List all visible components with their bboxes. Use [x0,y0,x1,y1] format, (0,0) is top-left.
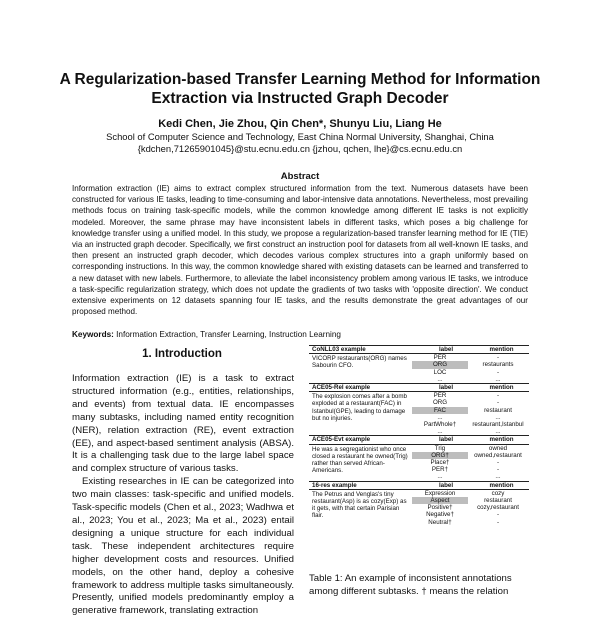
section-heading: 1. Introduction [142,348,222,360]
keywords [72,330,528,339]
table-cell-label: PartWhole† [423,421,457,429]
intro-body [72,373,294,618]
table-cell-mention: restaurant [484,497,512,505]
table-section-name: ACE05-Evt example [312,436,371,444]
table-cell-label: ... [437,428,443,436]
table-cell-label: Positive† [427,504,453,512]
table-cell-mention: - [496,399,500,407]
table-row [412,459,528,466]
table-row [412,399,528,406]
table-label-list [412,445,528,481]
table-cell-mention: owned,restaurant [474,451,522,459]
table-cell-label: PER [433,354,447,362]
table-row [412,376,528,383]
table-row [412,392,528,399]
table-section-body [309,490,529,526]
inconsistency-table [309,345,529,526]
table-sentence: The Petrus and Venglas's tiny restaurant(Asp) is as cozy(Exp) as it gets, with that certain Parisian flair. [312,490,407,520]
table-cell-mention: restaurant,Istanbul [472,421,524,429]
table-section-header [309,482,529,490]
table-cell-label: Trig [434,444,446,452]
table-section-header [309,346,529,354]
table-section [309,481,529,526]
intro-paragraph: Information extraction (IE) is a task to extract structured information (e.g., entities, relationships, and events) from textual data. IE encompasses many subtasks, including named entity recognition (NER), relation extraction (RE), event extraction (EE), and aspect-based sentiment analysis (ABSA). It is a challenging task due to the large label space and complex structure of various tasks. [72,373,294,475]
table-cell-mention: restaurants [482,361,514,369]
affiliation: School of Computer Science and Technology, East China Normal University, Shanghai, China [106,131,494,142]
table-row [412,354,528,361]
table-cell-mention: cozy [491,489,505,497]
table-sentence: VICORP restaurants(ORG) names Sabourin CFO. [312,355,407,370]
table-cell-mention: ... [495,413,501,421]
table-cell-mention: - [496,354,500,362]
table-col-mention: mention [489,481,514,489]
table-col-label: label [438,384,454,392]
table-row [412,497,528,504]
abstract-heading: Abstract [280,171,320,182]
table-section-header [309,384,529,392]
table-col-label: label [438,436,454,444]
table-cell-mention: ... [495,375,501,383]
table-cell-label: LOC [433,368,447,376]
table-section [309,435,529,480]
emails: {kdchen,71265901045}@stu.ecnu.edu.cn {jzhou, qchen, lhe}@cs.ecnu.edu.cn [137,143,463,154]
authors: Kedi Chen, Jie Zhou, Qin Chen*, Shunyu Liu, Liang He [158,118,442,130]
table-cell-mention: ... [495,428,501,436]
table-cell-mention: - [496,466,500,474]
table-section-body [309,392,529,435]
table-cell-mention: - [496,368,500,376]
table-row [412,504,528,511]
table-section-header [309,436,529,444]
table-row [412,490,528,497]
table-cell-label: ORG [432,399,448,407]
table-cell-mention: restaurant [484,406,512,414]
table-cell-label: ... [437,473,443,481]
keywords-list: Information Extraction, Transfer Learning, Instruction Learning [116,330,341,339]
table-row [412,414,528,421]
table-cell-mention: - [496,392,500,400]
table-col-label: label [438,346,454,353]
table-label-list [412,490,528,526]
affiliation-block [20,131,580,155]
table-row [412,369,528,376]
table-section-body [309,445,529,481]
abstract-text: Information extraction (IE) aims to extract complex structured information from the text. Numerous datasets have been constructed for various IE tasks, leading to time-consuming and labor-intensive data annotations. Nevertheless, most prevailing methods focus on training task-specific models, while the common knowledge among different IE tasks is not explicitly modeled. Moreover, the same phrase may have inconsistent labels in different tasks, which poses a big challenge for knowledge transfer using a unified model. In this study, we propose a regularization-based transfer learning method for IE (TIE) via an instructed graph decoder. Specifically, we first construct an instruction pool for datasets from all well-known IE tasks, and then present an instructed graph decoder, which decodes various complex structures into a graph uniformly based on corresponding instructions. In this way, the common knowledge shared with existing datasets can be learned and transferred to a new dataset with new labels. Furthermore, to alleviate the label inconsistency problem among various IE tasks, we introduce a task-specific regularization strategy, which does not update the gradients of two tasks with 'opposite direction'. We conduct extensive experiments on 12 datasets spanning four IE tasks, and the results demonstrate the great advantages of our proposed method. [72,184,528,317]
table-section-name: CoNLL03 example [312,346,366,353]
table-sentence: The explosion comes after a bomb exploded at a restaurant(FAC) in Istanbul(GPE), leading to damage but no injuries. [312,393,407,422]
table-cell-label: ... [437,413,443,421]
table-cell-label: PER† [431,466,449,474]
table-section [309,345,529,383]
table-label-list [412,392,528,435]
table-row [412,361,528,368]
table-cell-mention: cozy,restaurant [477,504,519,512]
table-cell-label: ... [437,375,443,383]
table-cell-label: FAC [412,407,468,414]
table-row [412,519,528,526]
table-row [412,452,528,459]
table-cell-mention: owned [488,444,508,452]
table-cell-mention: - [496,459,500,467]
table-section-body [309,354,529,383]
table-row [412,421,528,428]
table-cell-mention: - [496,511,500,519]
paper-title: A Regularization-based Transfer Learning Method for Information Extraction via Instructed Graph Decoder [59,71,541,107]
table-row [412,428,528,435]
table-cell-mention: ... [495,473,501,481]
table-section [309,383,529,435]
table-cell-label: Aspect [412,497,468,504]
table-section-name: 16-res example [312,481,357,489]
table-cell-label: Expression [424,489,456,497]
table-cell-mention: - [496,518,500,526]
table-col-mention: mention [489,384,514,392]
table-cell-label: Place† [430,459,450,467]
table-caption: Table 1: An example of inconsistent annotations among different subtasks. † means the relation [309,573,512,597]
table-cell-label: Neutral† [428,518,452,526]
table-label-list [412,354,528,383]
table-row [412,473,528,480]
table-row [412,407,528,414]
table-col-mention: mention [489,346,514,353]
table-row [412,445,528,452]
table-row [412,511,528,518]
table-row [412,466,528,473]
table-cell-label: PER [433,392,447,400]
table-col-mention: mention [489,436,514,444]
table-cell-label: Negative† [426,511,454,519]
table-cell-label: ORG† [412,452,468,459]
table-col-label: label [438,481,454,489]
table-sentence: He was a segregationist who once closed a restaurant he owned(Trig) rather than served African-Americans. [312,445,408,475]
table-cell-label: ORG [412,361,468,368]
intro-paragraph: Existing researches in IE can be categorized into two main classes: task-specific and unified models. Task-specific models (Chen et al., 2023; Wadhwa et al., 2023; You et al., 2023; Ma et al., 2023) entail designing a unique structure for each individual task. These independent architectures require higher development costs and resources. Unified models, on the other hand, deploy a cohesive framework to address multiple tasks simultaneously. Presently, unified models predominantly employ a generative framework, translating extraction [72,476,294,617]
keywords-label: Keywords: [72,330,114,339]
table-section-name: ACE05-Rel example [312,384,371,392]
